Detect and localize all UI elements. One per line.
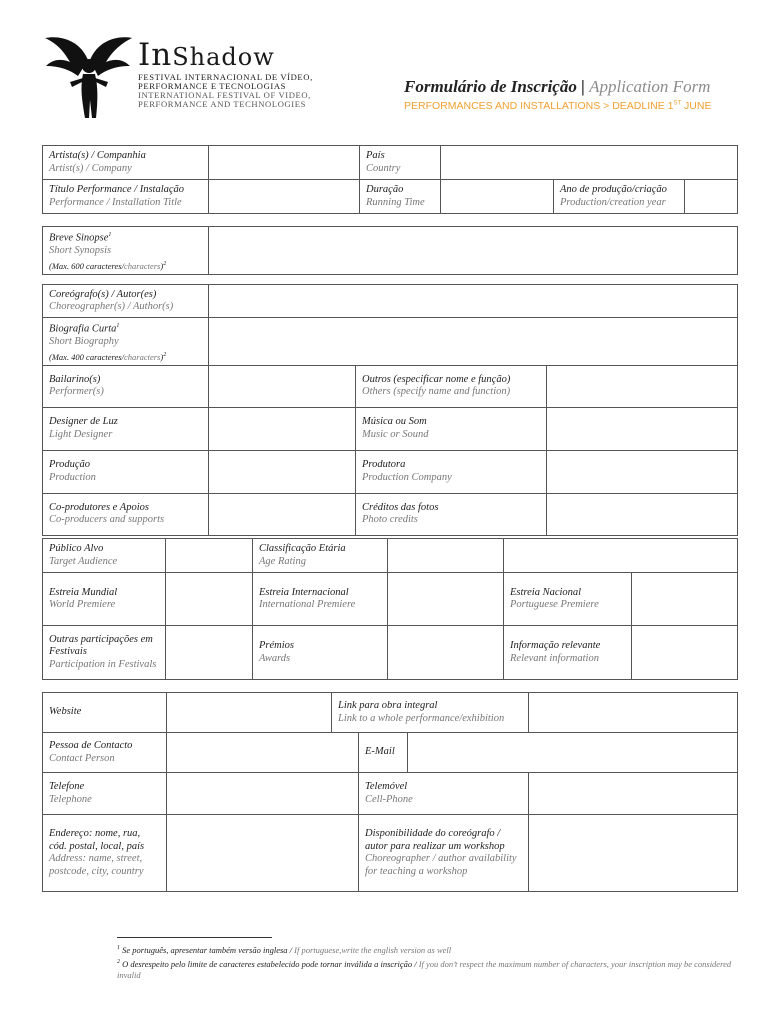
telephone-label: Telefone Telephone (43, 773, 167, 815)
company-field[interactable] (547, 450, 738, 493)
inshadow-logo-figure-icon (40, 30, 135, 120)
country-label: País Country (360, 146, 441, 180)
others-label: Outros (especificar nome e função) Others (specify name and function) (356, 365, 547, 407)
biography-field[interactable] (209, 318, 738, 366)
music-field[interactable] (547, 407, 738, 450)
synopsis-table (42, 226, 738, 275)
festivals-field[interactable] (166, 626, 253, 680)
world-premiere-label: Estreia Mundial World Premiere (43, 573, 166, 626)
age-rating-field[interactable] (388, 539, 504, 573)
website-label: Website (43, 693, 167, 733)
awards-field[interactable] (388, 626, 504, 680)
awards-label: Prémios Awards (253, 626, 388, 680)
coproducers-label: Co-produtores e Apoios Co-producers and supports (43, 493, 209, 535)
duration-field[interactable] (441, 180, 554, 214)
brand-line-4: PERFORMANCE AND TECHNOLOGIES (138, 99, 306, 109)
credits-table (42, 284, 738, 536)
link-label: Link para obra integral Link to a whole performance/exhibition (332, 693, 529, 733)
brand-line-3: INTERNATIONAL FESTIVAL OF VIDEO, (138, 90, 311, 100)
contact-table (42, 692, 738, 892)
form-subtitle: PERFORMANCES AND INSTALLATIONS > DEADLINE 1ST JUNE (404, 100, 712, 112)
relevant-info-label: Informação relevante Relevant information (504, 626, 632, 680)
biography-label: Biografia Curta$^1$ Short Biography (Max. 400 caracteres/characters)$^2$ (43, 318, 209, 366)
choreographer-field[interactable] (209, 285, 738, 318)
coproducers-field[interactable] (209, 493, 356, 535)
brand-line-2: PERFORMANCE E TECNOLOGIAS (138, 81, 287, 91)
world-premiere-field[interactable] (166, 573, 253, 626)
telephone-field[interactable] (167, 773, 359, 815)
choreographer-label: Coreógrafo(s) / Autor(es) Choreographer(s) / Author(s) (43, 285, 209, 318)
mobile-label: Telemóvel Cell-Phone (359, 773, 529, 815)
artist-field[interactable] (209, 146, 360, 180)
title-field[interactable] (209, 180, 360, 214)
synopsis-label: Breve Sinopse$^1$ Short Synopsis (Max. 600 caracteres/characters)$^2$ (43, 227, 209, 275)
synopsis-field[interactable] (209, 227, 738, 275)
year-label: Ano de produção/criação Production/creation year (554, 180, 685, 214)
company-label: Produtora Production Company (356, 450, 547, 493)
year-field[interactable] (685, 180, 738, 214)
performer-label: Bailarino(s) Performer(s) (43, 365, 209, 407)
intl-premiere-label: Estreia Internacional International Premiere (253, 573, 388, 626)
photo-credits-field[interactable] (547, 493, 738, 535)
country-field[interactable] (441, 146, 738, 180)
music-label: Música ou Som Music or Sound (356, 407, 547, 450)
form-title: Formulário de Inscrição | Application Form (404, 77, 711, 96)
photo-credits-label: Créditos das fotos Photo credits (356, 493, 547, 535)
national-premiere-label: Estreia Nacional Portuguese Premiere (504, 573, 632, 626)
production-field[interactable] (209, 450, 356, 493)
artist-label: Artista(s) / Companhia Artist(s) / Company (43, 146, 209, 180)
contact-person-label: Pessoa de Contacto Contact Person (43, 733, 167, 773)
workshop-availability-label: Disponibilidade do coreógrafo / autor para realizar um workshop Choreographer / author availability for teaching a workshop (359, 815, 529, 892)
title-label: Título Performance / Instalação Performance / Installation Title (43, 180, 209, 214)
footnote-divider (117, 937, 272, 938)
address-field[interactable] (167, 815, 359, 892)
age-rating-extra-field[interactable] (504, 539, 738, 573)
premiere-table (42, 538, 738, 680)
relevant-info-field[interactable] (632, 626, 738, 680)
audience-label: Público Alvo Target Audience (43, 539, 166, 573)
brand-wordmark: InShadow (138, 37, 275, 73)
email-field[interactable] (408, 733, 738, 773)
light-designer-field[interactable] (209, 407, 356, 450)
footnote-1: $^1$ Se português, apresentar também versão inglesa / If portuguese,write the english version as well (117, 944, 452, 955)
national-premiere-field[interactable] (632, 573, 738, 626)
performer-field[interactable] (209, 365, 356, 407)
audience-field[interactable] (166, 539, 253, 573)
intl-premiere-field[interactable] (388, 573, 504, 626)
brand-line-1: FESTIVAL INTERNACIONAL DE VÍDEO, (138, 72, 313, 82)
email-label: E-Mail (359, 733, 408, 773)
address-label: Endereço: nome, rua, cód. postal, local, país Address: name, street, postcode, city, country (43, 815, 167, 892)
workshop-availability-field[interactable] (529, 815, 738, 892)
production-label: Produção Production (43, 450, 209, 493)
festivals-label: Outras participações em Festivais Participation in Festivals (43, 626, 166, 680)
others-field[interactable] (547, 365, 738, 407)
website-field[interactable] (167, 693, 332, 733)
age-rating-label: Classificação Etária Age Rating (253, 539, 388, 573)
contact-person-field[interactable] (167, 733, 359, 773)
duration-label: Duração Running Time (360, 180, 441, 214)
footnote-2: $^2$ O desrespeito pelo limite de caracteres estabelecido pode tornar inválida a inscrição / If you don’t respect the maximum number of characters, your inscription may be considered invalid (117, 958, 732, 980)
light-designer-label: Designer de Luz Light Designer (43, 407, 209, 450)
mobile-field[interactable] (529, 773, 738, 815)
link-field[interactable] (529, 693, 738, 733)
work-info-table (42, 145, 738, 214)
